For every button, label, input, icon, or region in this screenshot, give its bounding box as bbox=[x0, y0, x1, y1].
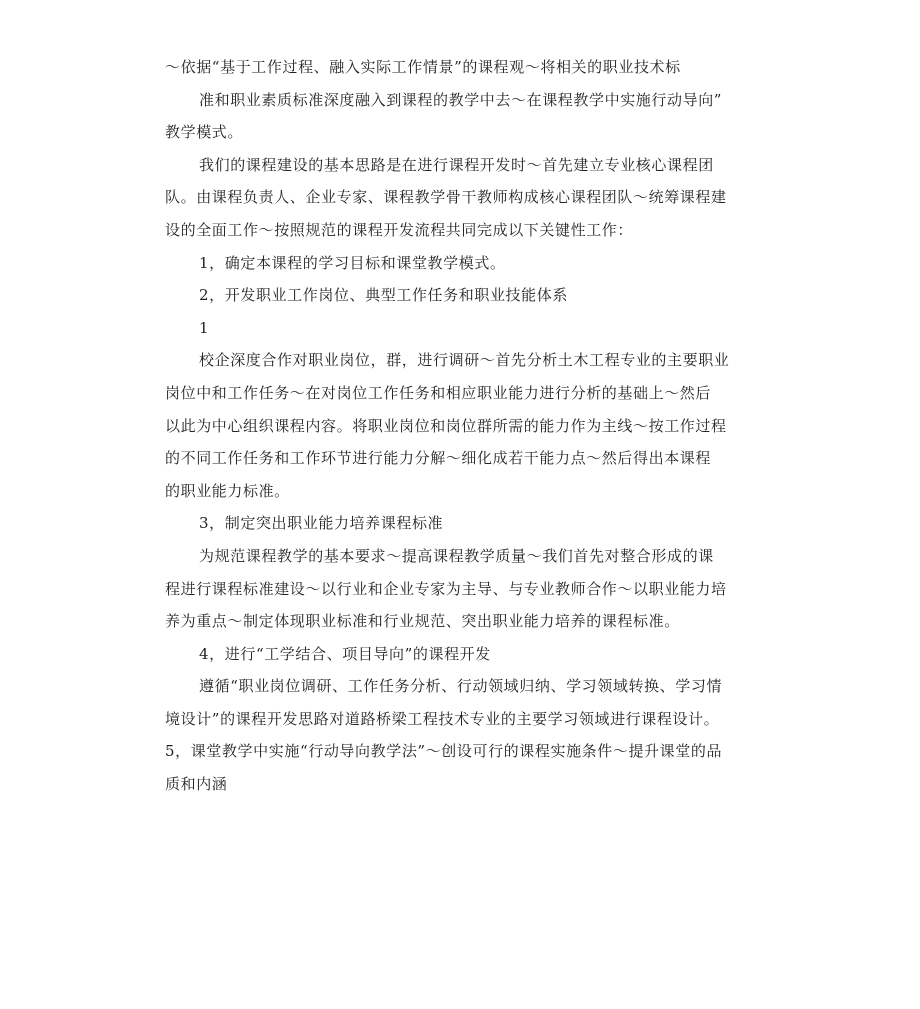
text-line: 教学模式。 bbox=[165, 123, 244, 142]
text-line: 2，开发职业工作岗位、典型工作任务和职业技能体系 bbox=[199, 286, 568, 305]
text-line: 我们的课程建设的基本思路是在进行课程开发时～首先建立专业核心课程团 bbox=[199, 155, 714, 174]
text-line: 队。由课程负责人、企业专家、课程教学骨干教师构成核心课程团队～统筹课程建 bbox=[165, 188, 727, 207]
text-line: 4，进行“工学结合、项目导向”的课程开发 bbox=[199, 644, 491, 663]
text-line: 以此为中心组织课程内容。将职业岗位和岗位群所需的能力作为主线～按工作过程 bbox=[165, 416, 727, 435]
text-line: 为规范课程教学的基本要求～提高课程教学质量～我们首先对整合形成的课 bbox=[199, 546, 714, 565]
text-line: 的不同工作任务和工作环节进行能力分解～细化成若干能力点～然后得出本课程 bbox=[165, 449, 712, 468]
text-line: 准和职业素质标准深度融入到课程的教学中去～在课程教学中实施行动导向” bbox=[199, 90, 723, 109]
text-line: 程进行课程标准建设～以行业和企业专家为主导、与专业教师合作～以职业能力培 bbox=[165, 579, 727, 598]
text-line: 境设计”的课程开发思路对道路桥梁工程技术专业的主要学习领域进行课程设计。 bbox=[165, 709, 720, 728]
text-line: 校企深度合作对职业岗位，群，进行调研～首先分析土木工程专业的主要职业 bbox=[199, 351, 730, 370]
text-line: 5，课堂教学中实施“行动导向教学法”～创设可行的课程实施条件～提升课堂的品 bbox=[165, 742, 723, 761]
text-line: 的职业能力标准。 bbox=[165, 481, 290, 500]
text-line: 1，确定本课程的学习目标和课堂教学模式。 bbox=[199, 253, 506, 272]
text-line: 遵循“职业岗位调研、工作任务分析、行动领域归纳、学习领域转换、学习情 bbox=[199, 677, 723, 696]
text-line: 设的全面工作～按照规范的课程开发流程共同完成以下关键性工作： bbox=[165, 220, 634, 239]
document-body bbox=[165, 56, 765, 806]
text-line: 养为重点～制定体现职业标准和行业规范、突出职业能力培养的课程标准。 bbox=[165, 612, 680, 631]
text-line: 3，制定突出职业能力培养课程标准 bbox=[199, 514, 444, 533]
text-line: ～依据“基于工作过程、融入实际工作情景”的课程观～将相关的职业技术标 bbox=[165, 58, 681, 76]
text-line: 1 bbox=[199, 318, 210, 337]
text-line: 质和内涵 bbox=[165, 775, 228, 794]
text-line: 岗位中和工作任务～在对岗位工作任务和相应职业能力进行分析的基础上～然后 bbox=[165, 383, 712, 402]
